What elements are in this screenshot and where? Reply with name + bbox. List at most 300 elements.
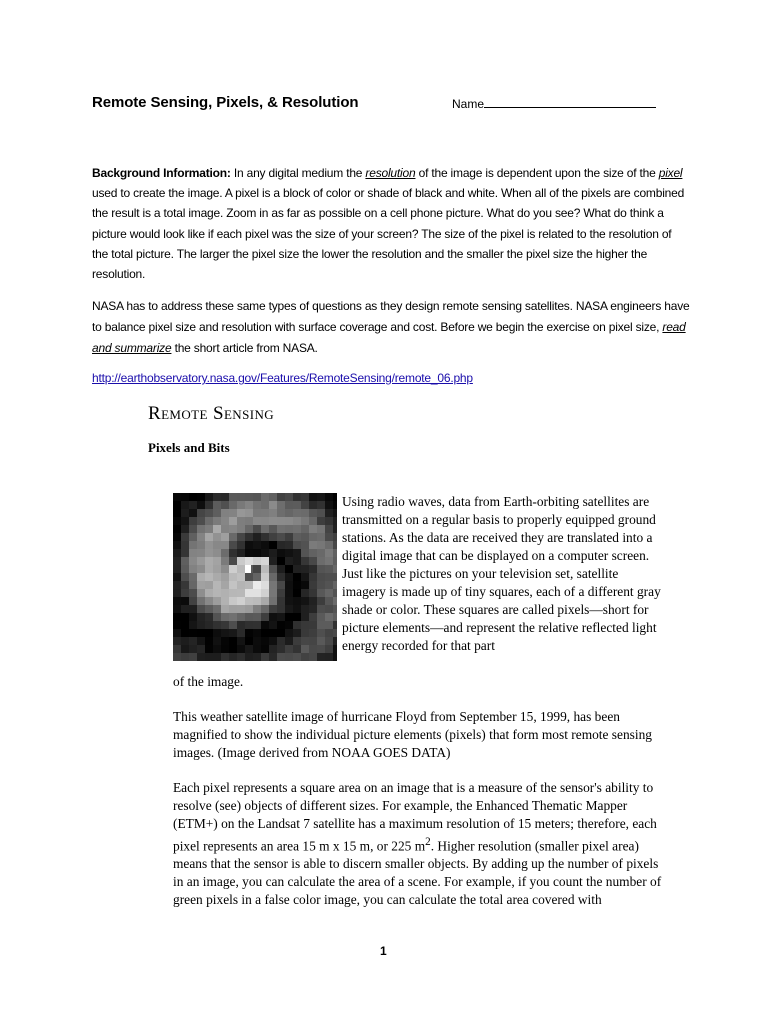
image-pixel: [325, 605, 333, 613]
image-pixel: [181, 581, 189, 589]
image-pixel: [229, 589, 237, 597]
image-pixel: [173, 629, 181, 637]
image-pixel: [261, 549, 269, 557]
image-pixel: [173, 501, 181, 509]
image-pixel: [301, 517, 309, 525]
image-pixel: [221, 525, 229, 533]
image-pixel: [173, 525, 181, 533]
image-pixel: [197, 581, 205, 589]
image-pixel: [325, 637, 333, 645]
name-blank-line: [484, 97, 656, 108]
image-pixel: [229, 565, 237, 573]
image-pixel: [173, 597, 181, 605]
image-pixel: [221, 637, 229, 645]
image-pixel: [269, 557, 277, 565]
nasa-article-link[interactable]: http://earthobservatory.nasa.gov/Features/RemoteSensing/remote_06.php: [92, 371, 473, 385]
image-pixel: [333, 525, 337, 533]
image-pixel: [253, 541, 261, 549]
image-pixel: [293, 613, 301, 621]
image-pixel: [325, 597, 333, 605]
image-pixel: [333, 589, 337, 597]
image-pixel: [189, 509, 197, 517]
image-pixel: [293, 589, 301, 597]
image-pixel: [221, 541, 229, 549]
image-pixel: [309, 549, 317, 557]
article-paragraph-1-end: of the image.: [173, 674, 244, 689]
image-pixel: [309, 637, 317, 645]
image-pixel: [317, 621, 325, 629]
image-pixel: [325, 557, 333, 565]
image-pixel: [173, 509, 181, 517]
image-pixel: [277, 517, 285, 525]
image-pixel: [245, 605, 253, 613]
image-pixel: [277, 525, 285, 533]
image-pixel: [173, 613, 181, 621]
image-pixel: [333, 637, 337, 645]
image-pixel: [213, 605, 221, 613]
background-label: Background Information:: [92, 166, 231, 180]
image-pixel: [317, 565, 325, 573]
image-pixel: [293, 509, 301, 517]
image-pixel: [237, 501, 245, 509]
image-pixel: [189, 493, 197, 501]
image-pixel: [293, 565, 301, 573]
image-pixel: [205, 581, 213, 589]
image-pixel: [261, 573, 269, 581]
image-pixel: [301, 581, 309, 589]
image-pixel: [285, 645, 293, 653]
image-pixel: [325, 589, 333, 597]
image-pixel: [277, 573, 285, 581]
image-pixel: [301, 653, 309, 661]
image-pixel: [261, 605, 269, 613]
image-pixel: [237, 621, 245, 629]
image-pixel: [189, 605, 197, 613]
image-pixel: [333, 621, 337, 629]
image-pixel: [221, 581, 229, 589]
image-pixel: [173, 637, 181, 645]
image-pixel: [197, 493, 205, 501]
image-pixel: [261, 613, 269, 621]
image-pixel: [253, 621, 261, 629]
image-pixel: [285, 629, 293, 637]
image-pixel: [261, 653, 269, 661]
image-pixel: [221, 645, 229, 653]
image-pixel: [277, 557, 285, 565]
image-pixel: [293, 501, 301, 509]
image-pixel: [325, 525, 333, 533]
image-pixel: [333, 597, 337, 605]
image-pixel: [277, 589, 285, 597]
image-pixel: [189, 573, 197, 581]
image-pixel: [229, 493, 237, 501]
image-pixel: [293, 629, 301, 637]
image-pixel: [221, 573, 229, 581]
image-pixel: [333, 517, 337, 525]
image-pixel: [253, 549, 261, 557]
image-pixel: [301, 525, 309, 533]
image-pixel: [269, 653, 277, 661]
image-pixel: [237, 525, 245, 533]
image-pixel: [277, 637, 285, 645]
image-pixel: [245, 517, 253, 525]
image-pixel: [301, 541, 309, 549]
nasa-text-1: NASA has to address these same types of questions as they design remote sensing satellites. NASA engineers have to balance pixel size and resolution with surface coverage and cost. Before we begin the exercise on pixel size,: [92, 299, 690, 334]
image-pixel: [197, 549, 205, 557]
image-pixel: [333, 541, 337, 549]
article-subheading: Pixels and Bits: [148, 440, 230, 455]
worksheet-title: Remote Sensing, Pixels, & Resolution: [92, 94, 359, 111]
image-pixel: [181, 557, 189, 565]
image-pixel: [253, 501, 261, 509]
image-pixel: [325, 517, 333, 525]
image-pixel: [253, 517, 261, 525]
image-pixel: [197, 517, 205, 525]
name-field: [452, 97, 656, 111]
image-pixel: [237, 557, 245, 565]
image-pixel: [301, 645, 309, 653]
image-pixel: [221, 509, 229, 517]
image-pixel: [205, 517, 213, 525]
image-pixel: [325, 613, 333, 621]
image-pixel: [269, 621, 277, 629]
image-pixel: [189, 525, 197, 533]
image-pixel: [317, 581, 325, 589]
image-pixel: [245, 637, 253, 645]
image-pixel: [253, 589, 261, 597]
image-pixel: [285, 509, 293, 517]
image-pixel: [309, 629, 317, 637]
image-pixel: [253, 629, 261, 637]
image-pixel: [213, 613, 221, 621]
image-pixel: [197, 629, 205, 637]
image-pixel: [205, 573, 213, 581]
image-pixel: [317, 629, 325, 637]
image-pixel: [261, 533, 269, 541]
image-pixel: [237, 517, 245, 525]
image-pixel: [245, 509, 253, 517]
image-pixel: [301, 573, 309, 581]
image-pixel: [285, 525, 293, 533]
image-pixel: [197, 565, 205, 573]
article-heading: Remote Sensing: [148, 403, 275, 424]
image-pixel: [197, 637, 205, 645]
image-pixel: [181, 549, 189, 557]
image-pixel: [213, 581, 221, 589]
image-pixel: [309, 645, 317, 653]
hurricane-pixel-grid: [173, 493, 337, 661]
image-pixel: [285, 589, 293, 597]
image-pixel: [245, 493, 253, 501]
image-pixel: [325, 581, 333, 589]
image-pixel: [277, 541, 285, 549]
image-pixel: [317, 517, 325, 525]
image-pixel: [189, 597, 197, 605]
image-pixel: [277, 501, 285, 509]
image-pixel: [189, 565, 197, 573]
image-pixel: [333, 629, 337, 637]
image-pixel: [205, 621, 213, 629]
image-pixel: [245, 629, 253, 637]
image-pixel: [189, 533, 197, 541]
image-pixel: [325, 621, 333, 629]
image-pixel: [229, 629, 237, 637]
image-pixel: [229, 525, 237, 533]
image-pixel: [213, 597, 221, 605]
image-pixel: [261, 581, 269, 589]
image-pixel: [221, 517, 229, 525]
image-pixel: [181, 613, 189, 621]
image-pixel: [301, 621, 309, 629]
image-pixel: [181, 517, 189, 525]
image-pixel: [197, 501, 205, 509]
image-pixel: [317, 493, 325, 501]
image-pixel: [197, 645, 205, 653]
image-pixel: [181, 621, 189, 629]
image-pixel: [189, 541, 197, 549]
image-pixel: [269, 645, 277, 653]
image-pixel: [237, 549, 245, 557]
image-pixel: [221, 565, 229, 573]
image-pixel: [285, 533, 293, 541]
image-pixel: [285, 581, 293, 589]
image-pixel: [301, 629, 309, 637]
image-pixel: [317, 541, 325, 549]
image-pixel: [173, 605, 181, 613]
image-pixel: [285, 653, 293, 661]
image-pixel: [261, 541, 269, 549]
image-pixel: [277, 509, 285, 517]
image-pixel: [325, 653, 333, 661]
image-pixel: [197, 509, 205, 517]
image-pixel: [237, 581, 245, 589]
image-pixel: [333, 557, 337, 565]
image-pixel: [205, 509, 213, 517]
image-pixel: [277, 645, 285, 653]
image-pixel: [245, 589, 253, 597]
image-pixel: [269, 637, 277, 645]
image-pixel: [213, 509, 221, 517]
image-pixel: [325, 565, 333, 573]
image-pixel: [245, 653, 253, 661]
image-pixel: [245, 557, 253, 565]
image-pixel: [205, 613, 213, 621]
image-pixel: [309, 653, 317, 661]
image-pixel: [245, 533, 253, 541]
image-pixel: [285, 501, 293, 509]
image-pixel: [205, 637, 213, 645]
image-pixel: [181, 597, 189, 605]
image-pixel: [221, 597, 229, 605]
image-pixel: [277, 621, 285, 629]
image-pixel: [181, 533, 189, 541]
image-pixel: [237, 565, 245, 573]
image-pixel: [253, 645, 261, 653]
image-pixel: [261, 589, 269, 597]
image-pixel: [205, 597, 213, 605]
image-pixel: [261, 621, 269, 629]
image-pixel: [253, 613, 261, 621]
image-pixel: [309, 621, 317, 629]
p3-text-b: . Higher resolution (smaller pixel area) means that the sensor is able to discern smaller objects. By adding up the number of pixels in an image, you can calculate the area of a scene. For example, if you count the number of green pixels in a false color image, you can calculate the total area covered with: [173, 838, 662, 908]
image-pixel: [245, 549, 253, 557]
image-pixel: [317, 605, 325, 613]
image-pixel: [333, 581, 337, 589]
image-pixel: [245, 597, 253, 605]
image-pixel: [197, 597, 205, 605]
image-pixel: [245, 613, 253, 621]
image-pixel: [237, 493, 245, 501]
image-pixel: [229, 605, 237, 613]
image-pixel: [197, 573, 205, 581]
image-pixel: [293, 549, 301, 557]
image-pixel: [285, 613, 293, 621]
image-pixel: [221, 653, 229, 661]
image-pixel: [325, 533, 333, 541]
image-pixel: [317, 645, 325, 653]
image-pixel: [301, 605, 309, 613]
image-pixel: [189, 653, 197, 661]
image-pixel: [285, 517, 293, 525]
image-pixel: [189, 549, 197, 557]
image-pixel: [221, 605, 229, 613]
image-pixel: [293, 605, 301, 613]
image-pixel: [261, 629, 269, 637]
image-pixel: [317, 573, 325, 581]
image-pixel: [213, 525, 221, 533]
image-pixel: [229, 509, 237, 517]
image-pixel: [189, 629, 197, 637]
image-pixel: [237, 533, 245, 541]
article-paragraph-1: Using radio waves, data from Earth-orbiting satellites are transmitted on a regular basis to properly equipped ground stations. As the data are received they are translated into a digital image that can be displayed on a computer screen. Just like the pictures on your television set, satellite imagery is made up of tiny squares, each of a different gray shade or color. These squares are called pixels—short for picture elements—and represent the relative reflected light energy recorded for that part: [342, 494, 661, 653]
image-pixel: [277, 493, 285, 501]
image-pixel: [189, 645, 197, 653]
image-pixel: [221, 549, 229, 557]
image-pixel: [221, 557, 229, 565]
image-pixel: [277, 629, 285, 637]
image-pixel: [317, 637, 325, 645]
image-pixel: [325, 549, 333, 557]
image-pixel: [317, 533, 325, 541]
image-pixel: [181, 565, 189, 573]
image-pixel: [325, 541, 333, 549]
image-pixel: [197, 621, 205, 629]
image-pixel: [181, 541, 189, 549]
image-pixel: [285, 565, 293, 573]
image-pixel: [253, 565, 261, 573]
image-pixel: [253, 573, 261, 581]
image-pixel: [213, 653, 221, 661]
image-pixel: [293, 525, 301, 533]
image-pixel: [197, 533, 205, 541]
image-pixel: [173, 549, 181, 557]
image-pixel: [229, 541, 237, 549]
image-pixel: [261, 509, 269, 517]
image-pixel: [277, 533, 285, 541]
image-pixel: [253, 605, 261, 613]
image-pixel: [301, 549, 309, 557]
image-pixel: [317, 509, 325, 517]
image-pixel: [221, 501, 229, 509]
image-pixel: [197, 605, 205, 613]
image-pixel: [197, 589, 205, 597]
read-summarize-term: read and summarize: [92, 320, 686, 355]
image-pixel: [317, 653, 325, 661]
image-pixel: [253, 637, 261, 645]
image-pixel: [325, 493, 333, 501]
image-pixel: [221, 493, 229, 501]
image-pixel: [301, 509, 309, 517]
image-pixel: [229, 501, 237, 509]
image-pixel: [309, 501, 317, 509]
image-pixel: [205, 653, 213, 661]
image-pixel: [317, 501, 325, 509]
image-pixel: [221, 589, 229, 597]
image-pixel: [229, 637, 237, 645]
image-pixel: [189, 613, 197, 621]
image-pixel: [317, 597, 325, 605]
image-pixel: [325, 645, 333, 653]
image-pixel: [189, 621, 197, 629]
background-text-1: In any digital medium the: [230, 166, 366, 180]
image-pixel: [301, 597, 309, 605]
image-pixel: [277, 565, 285, 573]
image-pixel: [333, 509, 337, 517]
image-pixel: [213, 589, 221, 597]
image-pixel: [301, 613, 309, 621]
image-pixel: [205, 645, 213, 653]
image-pixel: [333, 549, 337, 557]
image-pixel: [333, 613, 337, 621]
image-pixel: [269, 533, 277, 541]
image-pixel: [229, 653, 237, 661]
image-pixel: [237, 653, 245, 661]
image-pixel: [205, 501, 213, 509]
image-pixel-bright: [245, 565, 251, 573]
image-pixel: [181, 509, 189, 517]
image-pixel: [325, 509, 333, 517]
image-pixel: [237, 605, 245, 613]
image-pixel: [245, 621, 253, 629]
image-pixel: [237, 637, 245, 645]
image-pixel: [269, 493, 277, 501]
image-pixel: [309, 573, 317, 581]
image-pixel: [317, 557, 325, 565]
image-pixel: [213, 493, 221, 501]
hurricane-floyd-image: [173, 493, 337, 661]
image-pixel: [301, 637, 309, 645]
image-pixel: [213, 637, 221, 645]
image-pixel: [181, 637, 189, 645]
nasa-text-2: the short article from NASA.: [171, 341, 318, 355]
image-pixel: [229, 517, 237, 525]
image-pixel: [301, 557, 309, 565]
image-pixel: [269, 501, 277, 509]
image-pixel: [229, 557, 237, 565]
image-pixel: [229, 597, 237, 605]
image-pixel: [317, 613, 325, 621]
image-pixel: [301, 533, 309, 541]
image-pixel: [213, 517, 221, 525]
image-pixel: [293, 653, 301, 661]
image-pixel: [293, 533, 301, 541]
image-pixel: [213, 629, 221, 637]
image-pixel: [301, 565, 309, 573]
image-pixel: [237, 573, 245, 581]
image-pixel: [213, 501, 221, 509]
image-pixel: [261, 517, 269, 525]
image-pixel: [269, 581, 277, 589]
